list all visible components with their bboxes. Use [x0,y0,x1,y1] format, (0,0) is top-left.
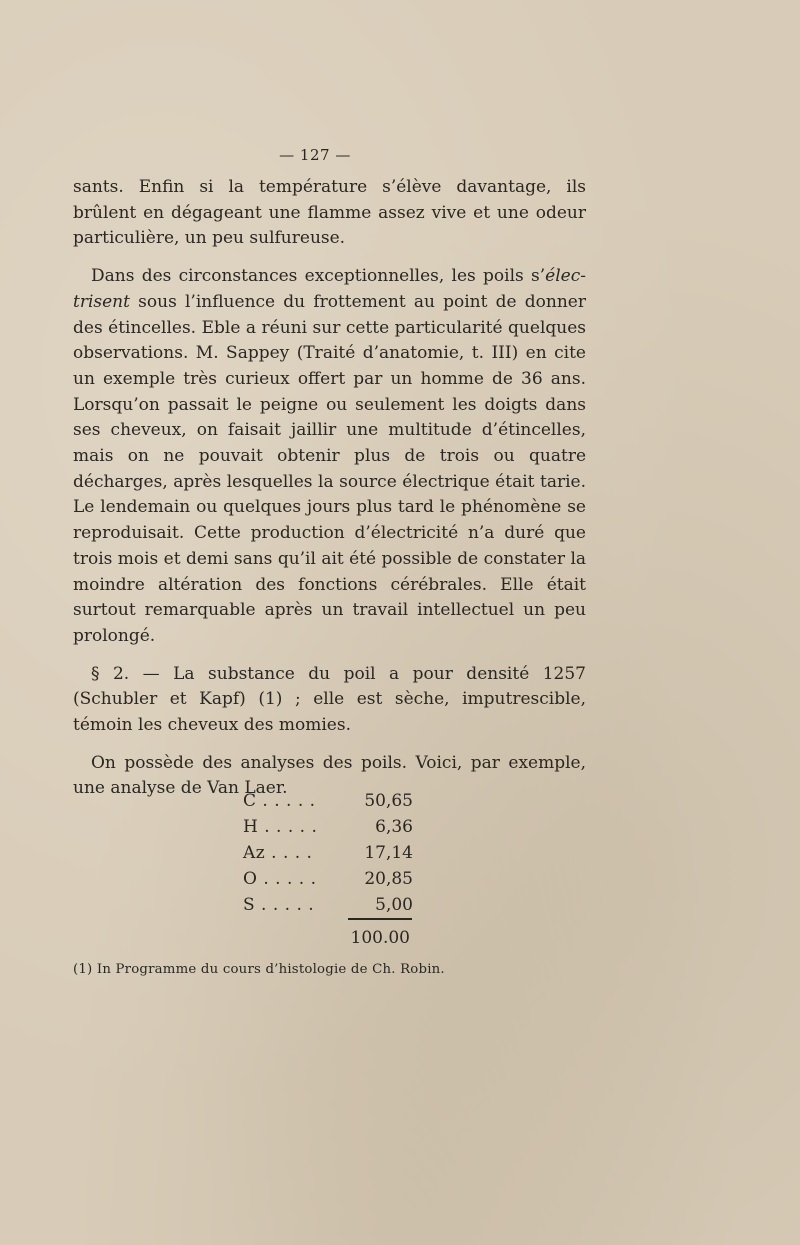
footnote: (1) In Programme du cours d’histologie de Ch. Robin. [73,962,445,977]
analysis-row [243,840,413,866]
element-value: 5,00 [375,895,413,915]
italic-term: électrisent [73,266,586,312]
element-value: 20,85 [364,869,413,889]
paragraph-electricity [73,264,586,650]
analysis-row [243,866,413,892]
element-value: 50,65 [364,791,413,811]
sum-rule [348,918,412,920]
page-number: — 127 — [279,146,351,164]
analysis-table [243,788,413,918]
element-label: C . . . . . [243,791,316,811]
paragraph-electricity-rest: sous l’influence du frottement au point de donner des étincelles. Eble a réuni sur cette particularité quelques observations. M. Sappey (Traité d’anatomie, t. III) en cite un exemple très curieux offert par un homme de 36 ans. Lorsqu’on passait le peigne ou seulement les doigts dans ses cheveux, on faisait jaillir une multitude d’étincelles, mais on ne pouvait obtenir plus de trois ou quatre décharges, après lesquelles la source électrique était tarie. Le lendemain ou quelques jours plus tard le phénomène se reproduisait. Cette production d’électricité n’a duré que trois mois et demi sans qu’il ait été possible de constater la moindre altération des fonctions cérébrales. Elle était surtout remarquable après un travail intellectuel un peu prolongé. [73,291,587,646]
analysis-total: 100.00 [350,928,410,948]
analysis-row [243,788,413,814]
element-label: O . . . . . [243,869,317,889]
element-label: H . . . . . [243,817,318,837]
paragraph-continuation: sants. Enfin si la température s’élève davantage, ils brûlent en dégageant une flamme assez vive et une odeur particulière, un peu sulfureuse. [73,177,586,249]
element-value: 6,36 [375,817,413,837]
body-text [73,175,586,802]
analysis-row [243,892,413,918]
paragraph-electricity-start: Dans des circonstances exceptionnelles, les poils s’ [91,266,546,287]
paragraph-density: § 2. — La substance du poil a pour densité 1257 (Schubler et Kapf) (1) ; elle est sèche, imputrescible, témoin les cheveux des momies. [73,663,586,736]
element-label: S . . . . . [243,895,315,915]
analysis-row [243,814,413,840]
element-value: 17,14 [364,843,413,863]
element-label: Az . . . . [243,843,313,863]
paragraph-analysis-intro: On possède des analyses des poils. Voici, par exemple, une analyse de Van Laer. [73,752,586,799]
